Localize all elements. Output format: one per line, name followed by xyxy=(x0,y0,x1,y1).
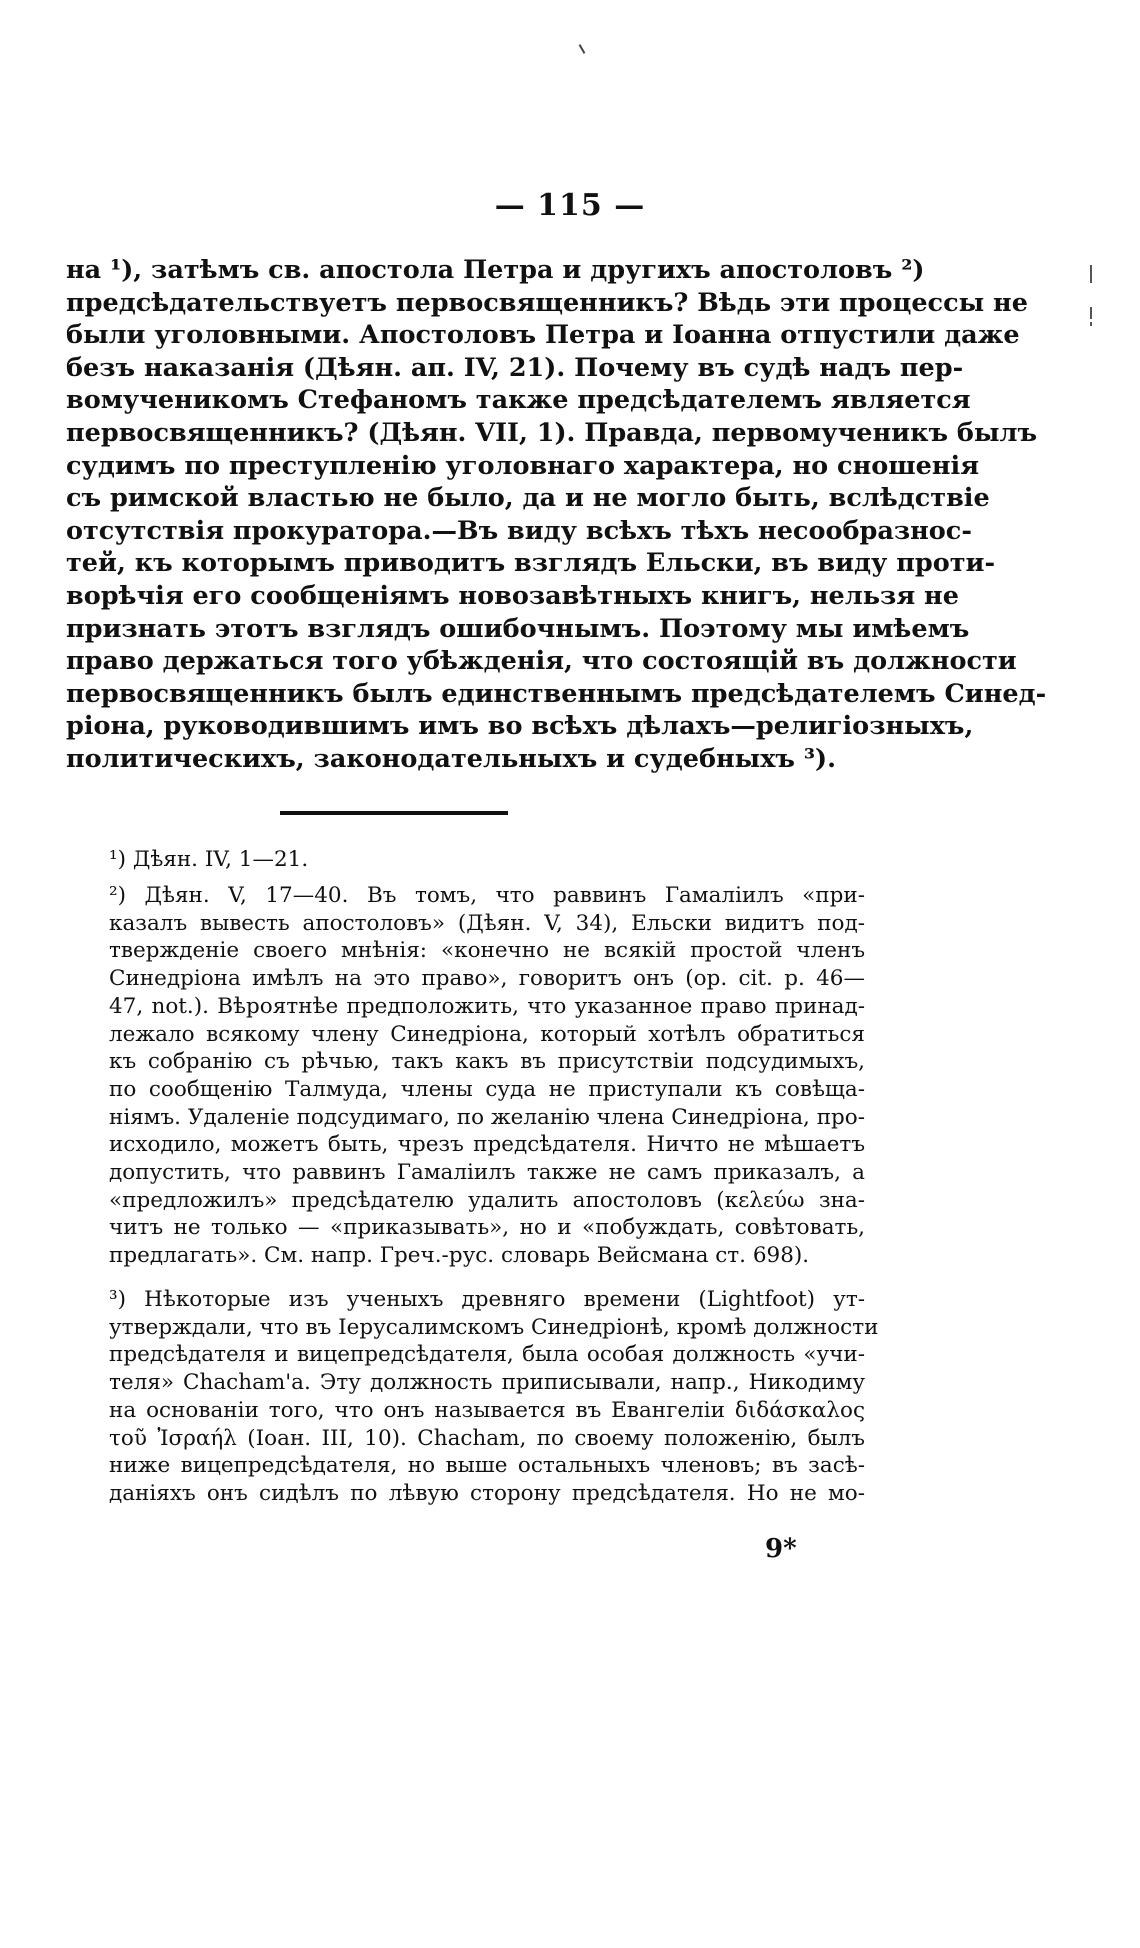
footnote-line: ниже вицепредсѣдателя, но выше остальныхъ членовъ; въ засѣ- xyxy=(109,1453,865,1479)
margin-mark xyxy=(1090,307,1092,319)
text-line: первосвященникъ? (Дѣян. VII, 1). Правда, первомученикъ былъ xyxy=(66,417,1038,448)
signature-mark: 9* xyxy=(765,1534,797,1564)
text-line: первосвященникъ былъ единственнымъ предсѣдателемъ Синед- xyxy=(66,678,1047,709)
text-line: безъ наказанія (Дѣян. ап. IV, 21). Почему въ судѣ надъ пер- xyxy=(66,352,964,383)
footnote-line: предсѣдателя и вицепредсѣдателя, была особая должность «учи- xyxy=(109,1342,865,1368)
footnote-line: утверждали, что въ Іерусалимскомъ Синедріонѣ, кромѣ должности xyxy=(109,1314,879,1340)
footnote-1 xyxy=(109,846,865,874)
text-line: ріона, руководившимъ имъ во всѣхъ дѣлахъ—религіозныхъ, xyxy=(66,711,974,742)
text-line: были уголовными. Апостоловъ Петра и Іоанна отпустили даже xyxy=(66,320,1020,351)
margin-mark xyxy=(1090,322,1092,326)
text-line: тей, къ которымъ приводитъ взглядъ Ельски, въ виду проти- xyxy=(66,548,996,579)
footnote-line: по сообщенію Талмуда, члены суда не приступали къ совѣща- xyxy=(109,1076,865,1102)
main-text xyxy=(66,254,1047,776)
footnote-separator xyxy=(280,811,508,815)
footnote-line: «предложилъ» предсѣдателю удалить апостоловъ (κελεύω зна- xyxy=(109,1187,865,1213)
text-line: судимъ по преступленію уголовнаго характера, но сношенія xyxy=(66,450,980,481)
footnote-line: читъ не только — «приказывать», но и «побуждать, совѣтовать, xyxy=(109,1215,865,1241)
footnote-line: ³) Нѣкоторые изъ ученыхъ древняго времени (Lightfoot) ут- xyxy=(109,1287,865,1312)
footnote-line: даніяхъ онъ сидѣлъ по лѣвую сторону предсѣдателя. Но не мо- xyxy=(109,1480,865,1506)
page-number: — 115 — xyxy=(494,188,646,223)
text-line: съ римской властью не было, да и не могло быть, вслѣдствіе xyxy=(66,483,990,514)
footnote-line: теля» Chacham'a. Эту должность приписывали, напр., Никодиму xyxy=(109,1370,865,1396)
footnote-3 xyxy=(109,1286,879,1508)
footnote-line: лежало всякому члену Синедріона, который хотѣлъ обратиться xyxy=(109,1021,865,1047)
scan-speck xyxy=(579,44,586,54)
footnote-line: предлагать». См. напр. Греч.-рус. словарь Вейсмана ст. 698). xyxy=(109,1243,810,1269)
footnote-line: Синедріона имѣлъ на это право», говоритъ онъ (op. cit. p. 46— xyxy=(109,966,865,992)
text-line: отсутствія прокуратора.—Въ виду всѣхъ тѣхъ несообразнос- xyxy=(66,515,972,546)
footnote-line: исходило, можетъ быть, чрезъ предсѣдателя. Ничто не мѣшаетъ xyxy=(109,1132,865,1158)
footnote-line: къ собранію съ рѣчью, такъ какъ въ присутствіи подсудимыхъ, xyxy=(109,1049,865,1075)
margin-mark xyxy=(1090,265,1092,283)
text-line: на ¹), затѣмъ св. апостола Петра и другихъ апостоловъ ²) xyxy=(66,255,925,285)
footnote-line: ніямъ. Удаленіе подсудимаго, по желанію члена Синедріона, про- xyxy=(109,1104,865,1130)
text-line: право держаться того убѣжденія, что состоящій въ должности xyxy=(66,646,1017,677)
footnote-line: на основаніи того, что онъ называется въ Евангеліи διδάσκαλος xyxy=(109,1397,865,1423)
text-line: предсѣдательствуетъ первосвященникъ? Вѣдь эти процессы не xyxy=(66,287,1028,318)
footnote-line: казалъ вывесть апостоловъ» (Дѣян. V, 34), Ельски видитъ под- xyxy=(109,910,865,936)
text-line: признать этотъ взглядъ ошибочнымъ. Поэтому мы имѣемъ xyxy=(66,613,970,644)
footnote-2 xyxy=(109,882,865,1270)
text-line: ворѣчія его сообщеніямъ новозавѣтныхъ книгъ, нельзя не xyxy=(66,580,959,611)
text-line: вомученикомъ Стефаномъ также предсѣдателемъ является xyxy=(66,385,971,416)
footnote-line: допустить, что раввинъ Гамаліилъ также не самъ приказалъ, а xyxy=(109,1160,865,1186)
footnote-line: 47, not.). Вѣроятнѣе предположить, что указанное право принад- xyxy=(109,993,865,1019)
footnote-line: ¹) Дѣян. IV, 1—21. xyxy=(109,847,309,872)
footnote-line: ²) Дѣян. V, 17—40. Въ томъ, что раввинъ Гамаліилъ «при- xyxy=(109,883,865,908)
footnote-line: твержденіе своего мнѣнія: «конечно не всякій простой членъ xyxy=(109,938,865,964)
text-line: политическихъ, законодательныхъ и судебныхъ ³). xyxy=(66,743,836,774)
footnote-line: τοῦ Ἰσραήλ (Іоан. III, 10). Chacham, по своему положенію, былъ xyxy=(109,1425,865,1451)
